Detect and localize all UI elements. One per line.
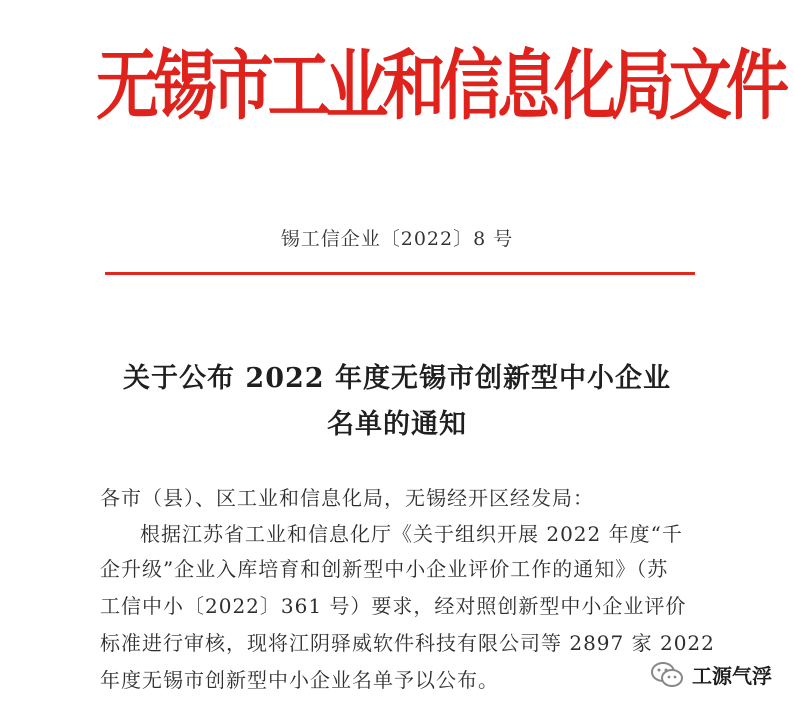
body-line-5: 标准进行审核，现将江阴驿威软件科技有限公司等 2897 家 2022: [100, 631, 715, 655]
wechat-icon: [650, 661, 684, 689]
body-line-1: 各市（县）、区工业和信息化局，无锡经开区经发局：: [100, 486, 594, 510]
body-line-2: 根据江苏省工业和信息化厅《关于组织开展 2022 年度“千: [140, 522, 683, 546]
document-masthead: 无锡市工业和信息化局文件: [96, 41, 784, 130]
body-line-4: 工信中小〔2022〕361 号）要求，经对照创新型中小企业评价: [100, 594, 687, 618]
watermark-label: 工源气浮: [692, 664, 772, 688]
body-line-6: 年度无锡市创新型中小企业名单予以公布。: [100, 668, 499, 692]
red-divider: [105, 272, 695, 275]
wechat-watermark: [650, 660, 772, 689]
document-title-line-1: 关于公布 2022 年度无锡市创新型中小企业: [123, 363, 671, 394]
document-title-line-2: 名单的通知: [327, 409, 467, 440]
document-number: 锡工信企业〔2022〕8 号: [280, 228, 514, 250]
body-line-3: 企升级”企业入库培育和创新型中小企业评价工作的通知》（苏: [100, 557, 669, 581]
